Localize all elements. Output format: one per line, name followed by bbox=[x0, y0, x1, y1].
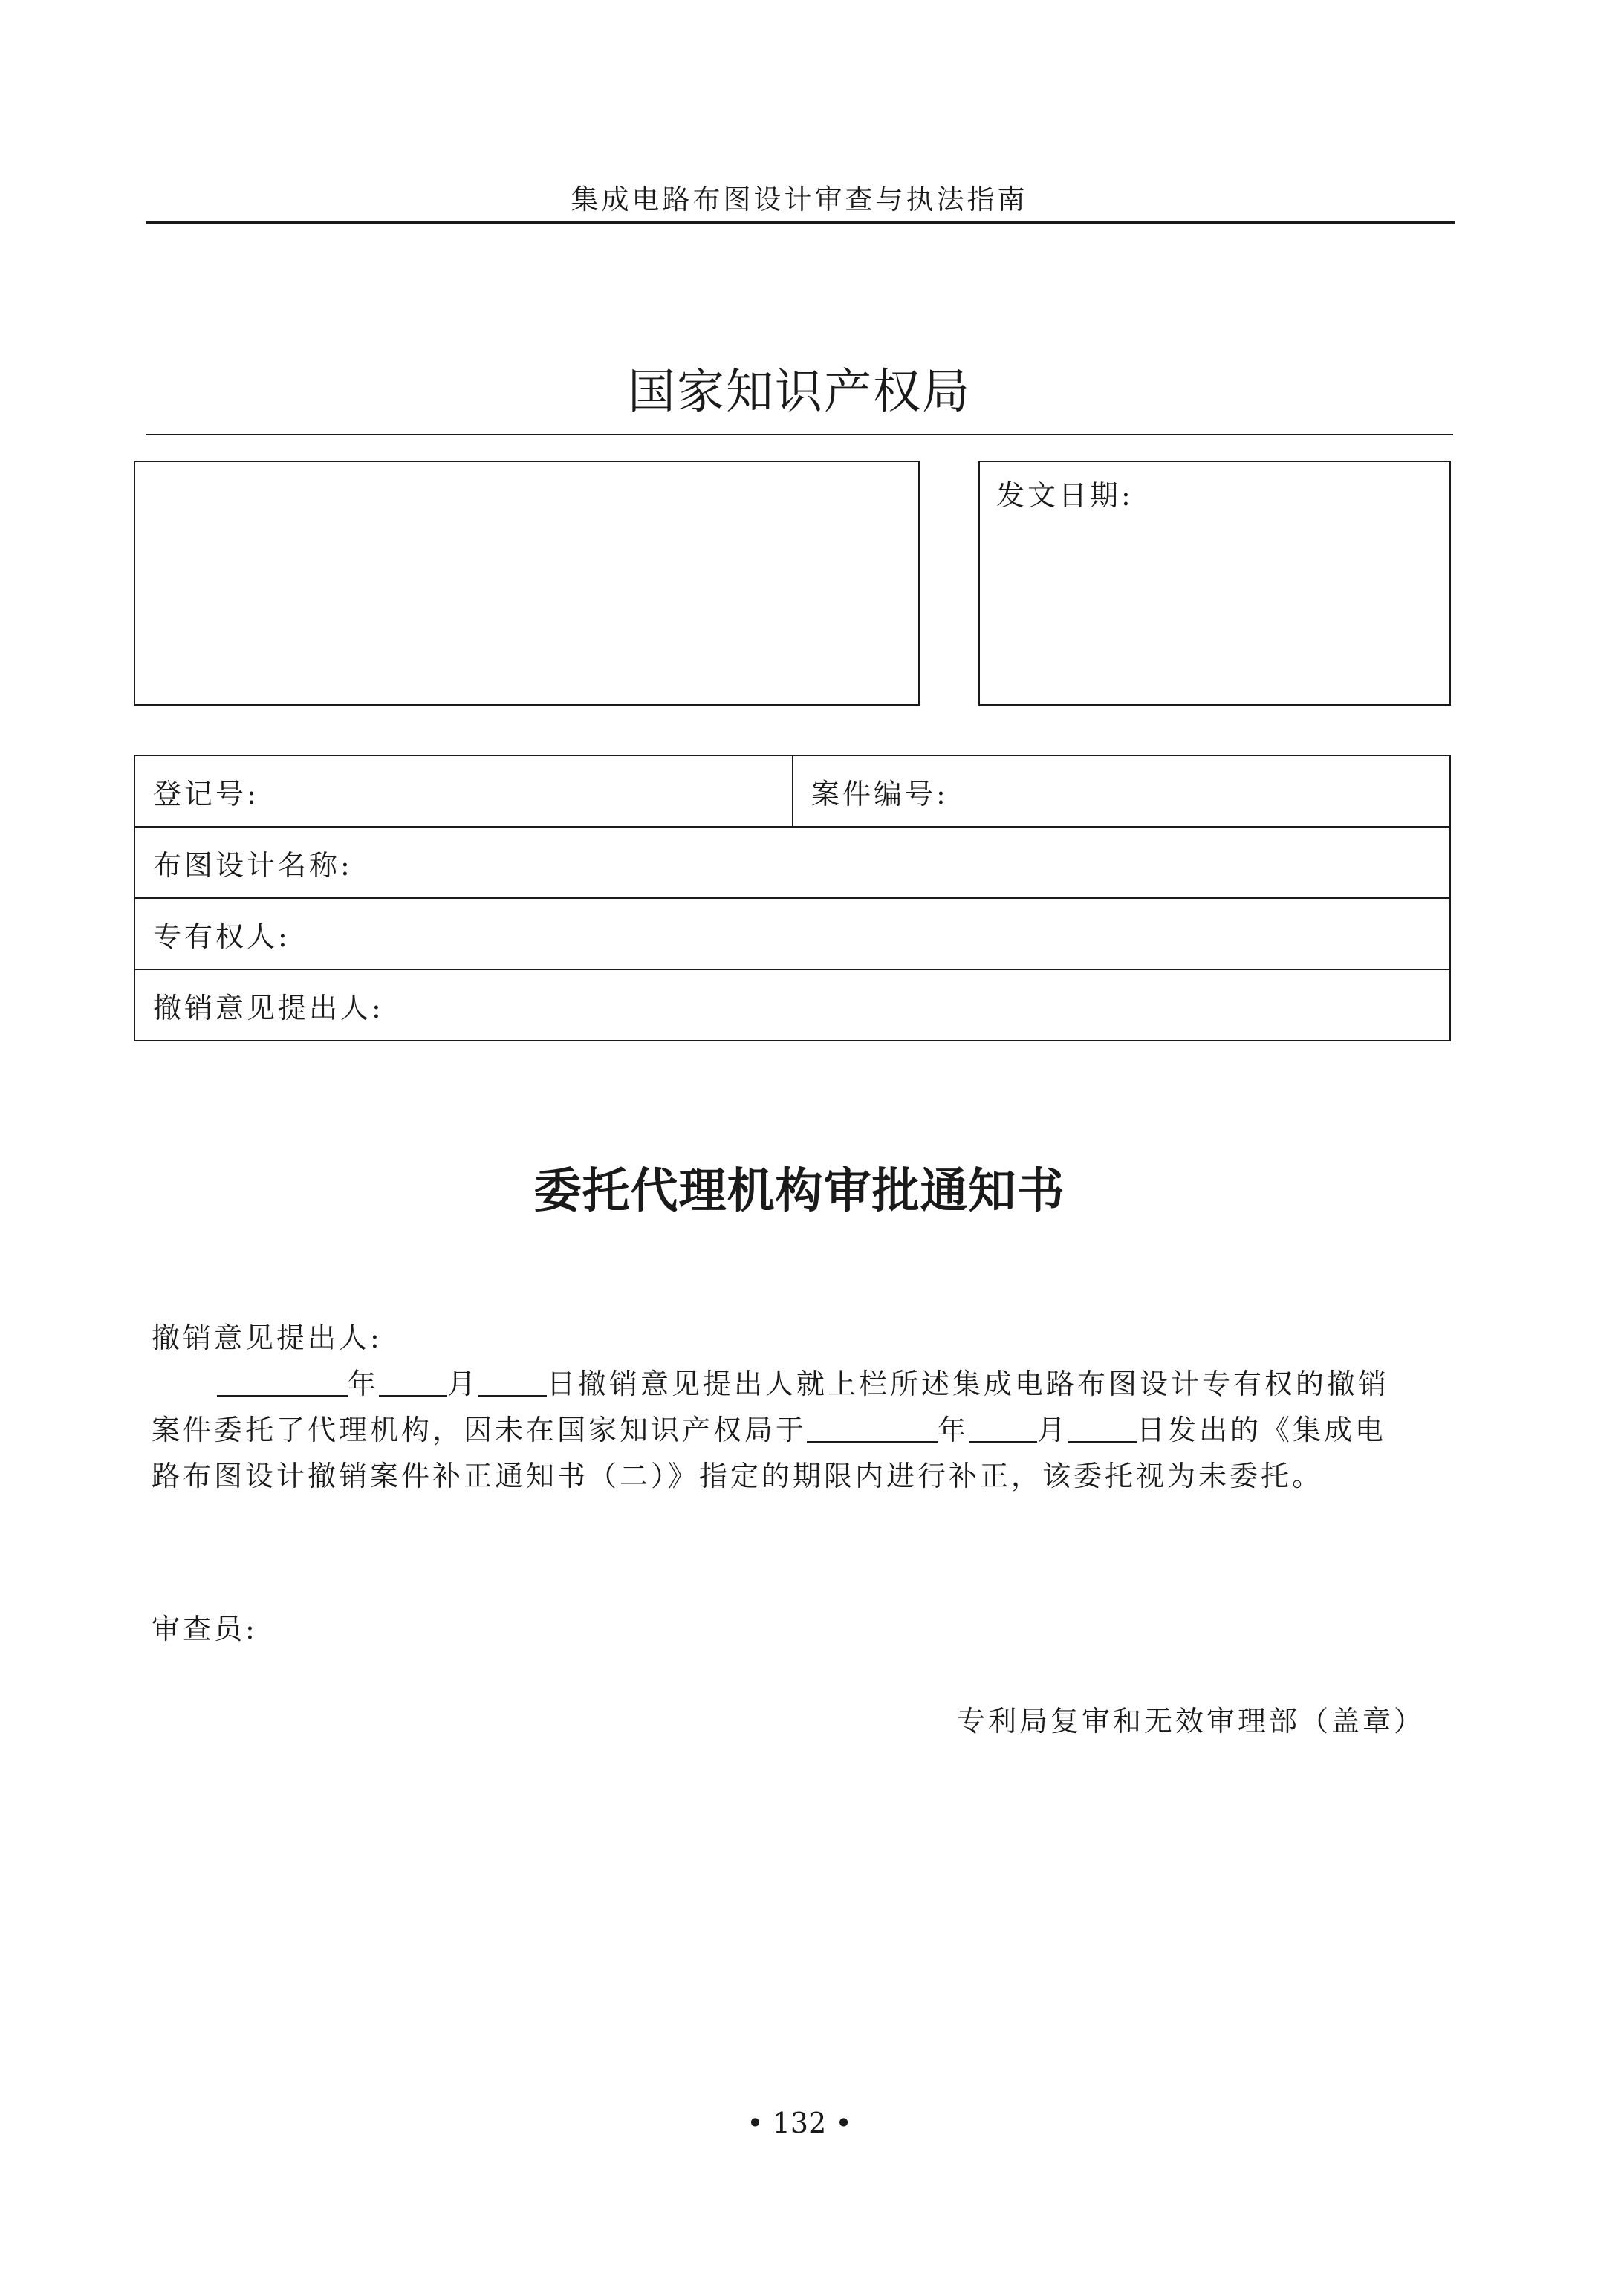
case-no-field: 案件编号: bbox=[793, 755, 1450, 827]
table-row bbox=[134, 827, 1450, 898]
page-number: • 132 • bbox=[747, 2107, 852, 2139]
running-header: 集成电路布图设计审查与执法指南 bbox=[571, 183, 1028, 215]
examiner-label: 审查员: bbox=[152, 1613, 258, 1645]
blank-year-1 bbox=[217, 1368, 348, 1397]
body-text-2: 案件委托了代理机构，因未在国家知识产权局于 bbox=[152, 1414, 808, 1446]
registration-no-field: 登记号: bbox=[134, 755, 793, 827]
issue-date-label: 发文日期: bbox=[996, 479, 1134, 512]
body-text-3: 日发出的《集成电 bbox=[1137, 1414, 1387, 1446]
agency-divider bbox=[146, 434, 1453, 435]
table-row bbox=[134, 969, 1450, 1041]
blank-year-2 bbox=[807, 1414, 938, 1443]
agency-name: 国家知识产权局 bbox=[628, 365, 971, 420]
header-divider bbox=[146, 221, 1455, 224]
blank-month-2 bbox=[969, 1414, 1037, 1443]
blank-day-2 bbox=[1068, 1414, 1137, 1443]
blank-month-1 bbox=[379, 1368, 447, 1397]
notice-body bbox=[152, 1361, 1459, 1499]
department-seal: 专利局复审和无效审理部（盖章） bbox=[956, 1705, 1425, 1737]
table-row bbox=[134, 755, 1450, 827]
issue-date-box bbox=[978, 461, 1451, 706]
notice-title: 委托代理机构审批通知书 bbox=[533, 1163, 1065, 1219]
month-label-1: 月 bbox=[447, 1368, 479, 1400]
address-box bbox=[134, 461, 920, 706]
blank-day-1 bbox=[478, 1368, 547, 1397]
body-text-1: 日撤销意见提出人就上栏所述集成电路布图设计专有权的撤销 bbox=[547, 1368, 1390, 1400]
body-line-2 bbox=[152, 1407, 1459, 1453]
addressee-label: 撤销意见提出人: bbox=[152, 1322, 383, 1354]
case-info-table bbox=[134, 755, 1451, 1041]
body-line-3 bbox=[152, 1453, 1459, 1499]
body-text-4: 路布图设计撤销案件补正通知书（二）》指定的期限内进行补正，该委托视为未委托。 bbox=[152, 1460, 1324, 1492]
year-label-1: 年 bbox=[348, 1368, 380, 1400]
design-name-field: 布图设计名称: bbox=[134, 827, 1450, 898]
body-line-1 bbox=[152, 1361, 1459, 1407]
requester-field: 撤销意见提出人: bbox=[134, 969, 1450, 1041]
owner-field: 专有权人: bbox=[134, 898, 1450, 969]
year-label-2: 年 bbox=[938, 1414, 969, 1446]
table-row bbox=[134, 898, 1450, 969]
month-label-2: 月 bbox=[1037, 1414, 1069, 1446]
